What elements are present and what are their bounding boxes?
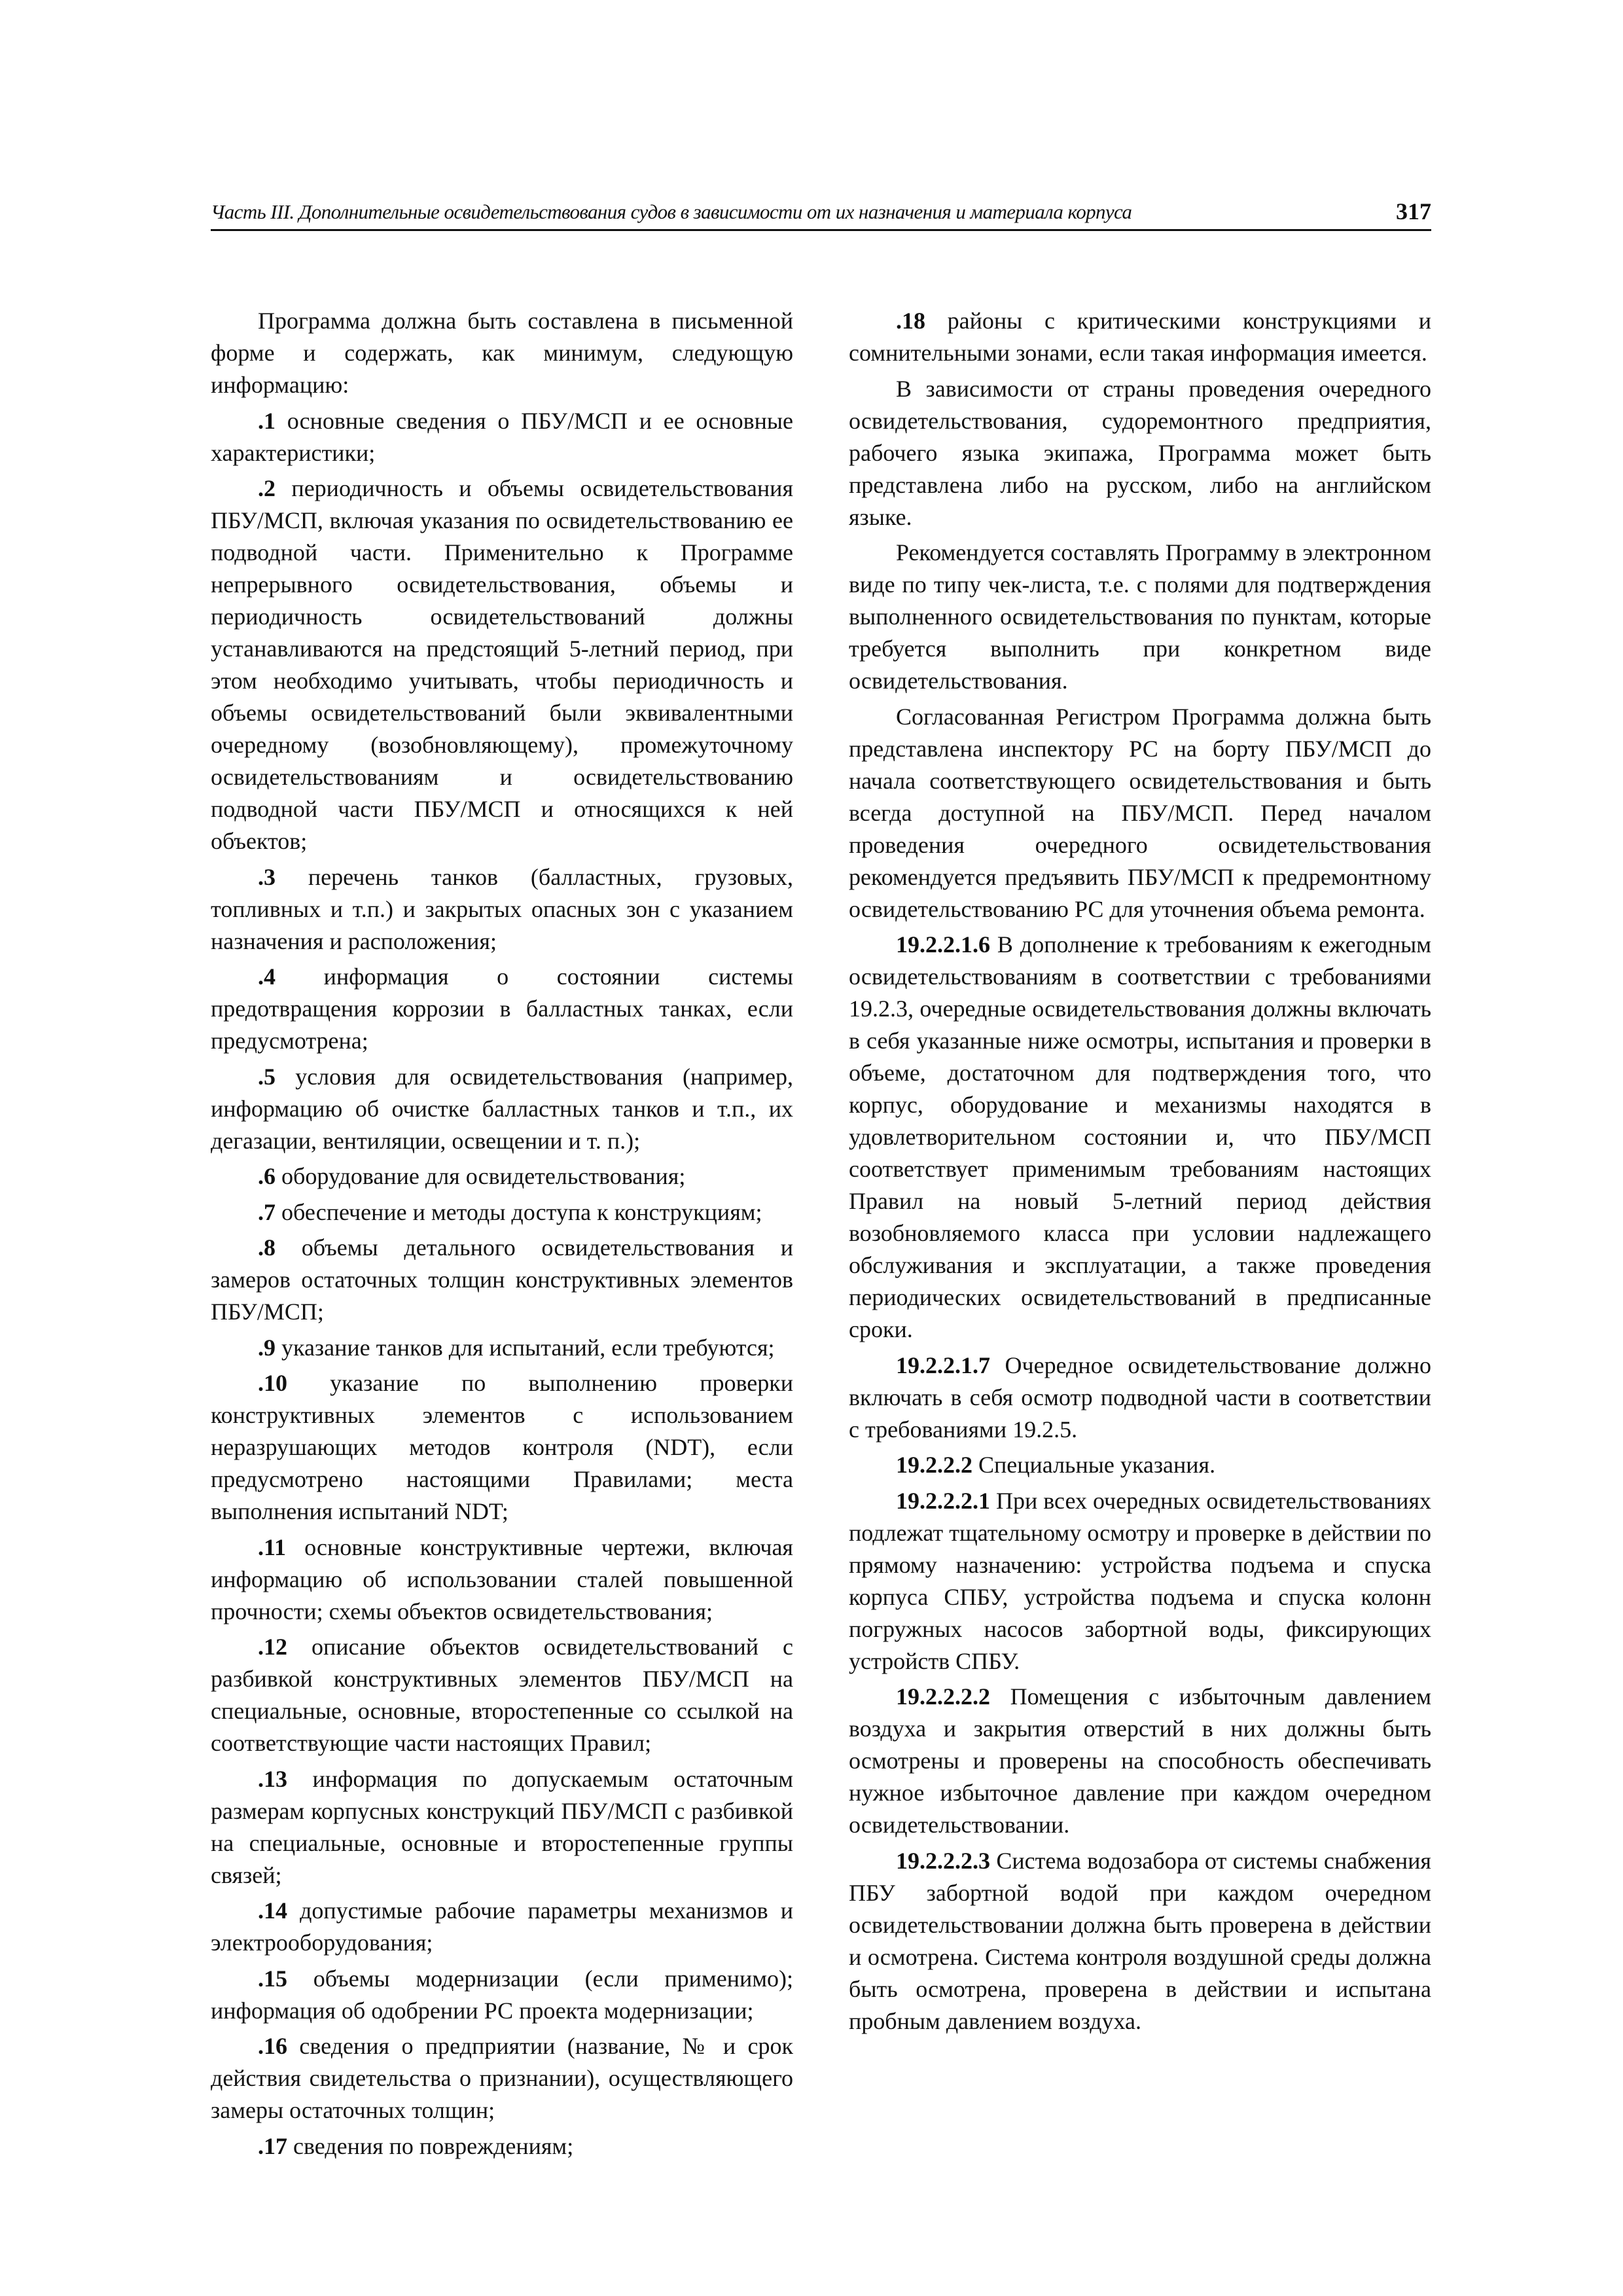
list-item	[849, 305, 1431, 369]
left-column	[211, 305, 793, 2166]
list-item	[211, 1895, 793, 1959]
paragraph	[849, 537, 1431, 697]
item-number: .10	[258, 1370, 287, 1396]
paragraph-text: В зависимости от страны проведения очередного освидетельствования, судоремонтного предприятия, рабочего языка экипажа, Программа может быть представлена либо на русском, либо на английском языке.	[849, 375, 1431, 530]
item-number: .14	[258, 1897, 287, 1924]
list-item	[211, 473, 793, 857]
item-number: .18	[896, 308, 925, 334]
paragraph	[849, 373, 1431, 533]
item-number: .1	[258, 407, 276, 434]
item-number: .17	[258, 2132, 287, 2159]
item-text: информация о состоянии системы предотвращения коррозии в балластных танках, если предусмотрена;	[211, 963, 793, 1054]
clause-text: Очередное освидетельствование должно включать в себя осмотр подводной части в соответствии с требованиями 19.2.5.	[849, 1352, 1431, 1443]
clause-number: 19.2.2.1.7	[896, 1352, 990, 1378]
item-number: .3	[258, 863, 276, 890]
item-text: районы с критическими конструкциями и сомнительными зонами, если такая информация имеется.	[849, 308, 1431, 366]
item-text: информация по допускаемым остаточным размерам корпусных конструкций ПБУ/МСП с разбивкой на специальные, основные и второстепенные группы связей;	[211, 1765, 793, 1888]
clause-text: Помещения с избыточным давлением воздуха и закрытия отверстий в них должны быть осмотрены и проверены на способность обеспечивать нужное избыточное давление при каждом очередном освидетельствовании.	[849, 1683, 1431, 1838]
list-item	[211, 1061, 793, 1157]
paragraph-text: Согласованная Регистром Программа должна быть представлена инспектору РС на борту ПБУ/МСП до начала соответствующего освидетельствования и быть всегда доступной на ПБУ/МСП. Перед началом проведения очередного освидетельствования рекомендуется предъявить ПБУ/МСП к предремонтному освидетельствованию РС для уточнения объема ремонта.	[849, 703, 1431, 922]
item-number: .4	[258, 963, 276, 990]
paragraph	[211, 305, 793, 401]
item-number: .6	[258, 1163, 276, 1189]
clause	[849, 1681, 1431, 1841]
running-header	[211, 198, 1431, 231]
clause-text: Система водозабора от системы снабжения ПБУ забортной водой при каждом очередном освидетельствовании должна быть проверена в действии и осмотрена. Система контроля воздушной среды должна быть осмотрена, проверена в действии и испытана пробным давлением воздуха.	[849, 1847, 1431, 2034]
clause-text: При всех очередных освидетельствованиях подлежат тщательному осмотру и проверке в действии по прямому назначению: устройства подъема и спуска корпуса СПБУ, устройства подъема и спуска колонн погружных насосов забортной воды, фиксирующих устройств СПБУ.	[849, 1487, 1431, 1674]
item-text: обеспечение и методы доступа к конструкциям;	[276, 1198, 762, 1225]
list-item	[211, 1332, 793, 1364]
clause	[849, 1485, 1431, 1677]
item-number: .5	[258, 1063, 276, 1090]
clause-number: 19.2.2.2.3	[896, 1847, 990, 1874]
item-number: .2	[258, 475, 276, 501]
item-text: допустимые рабочие параметры механизмов и электрооборудования;	[211, 1897, 793, 1956]
item-text: условия для освидетельствования (например, информацию об очистке балластных танков и т.п., их дегазации, вентиляции, освещении и т. п.);	[211, 1063, 793, 1154]
item-text: основные сведения о ПБУ/МСП и ее основные характеристики;	[211, 407, 793, 466]
list-item	[211, 1963, 793, 2027]
list-item	[211, 1232, 793, 1328]
clause-number: 19.2.2.1.6	[896, 931, 990, 958]
item-number: .15	[258, 1965, 287, 1992]
item-number: .9	[258, 1334, 276, 1361]
clause-number: 19.2.2.2.1	[896, 1487, 990, 1514]
paragraph-text: Рекомендуется составлять Программу в электронном виде по типу чек-листа, т.е. с полями для подтверждения выполненного освидетельствования по пунктам, которые требуется выполнить при конкретном виде освидетельствования.	[849, 539, 1431, 694]
item-number: .8	[258, 1234, 276, 1261]
paragraph-text: Программа должна быть составлена в письменной форме и содержать, как минимум, следующую информацию:	[211, 308, 793, 398]
item-number: .7	[258, 1198, 276, 1225]
list-item	[211, 1367, 793, 1528]
clause-text: Специальные указания.	[972, 1452, 1216, 1478]
right-column	[849, 305, 1431, 2041]
list-item	[211, 861, 793, 958]
item-text: сведения по повреждениям;	[287, 2132, 574, 2159]
list-item	[211, 2130, 793, 2162]
list-item	[211, 2030, 793, 2126]
list-item	[211, 1160, 793, 1193]
item-number: .13	[258, 1765, 287, 1792]
list-item	[211, 1196, 793, 1229]
item-number: .16	[258, 2033, 287, 2059]
item-text: описание объектов освидетельствований с разбивкой конструктивных элементов ПБУ/МСП на специальные, основные, второстепенные со ссылкой на соответствующие части настоящих Правил;	[211, 1634, 793, 1756]
item-text: перечень танков (балластных, грузовых, топливных и т.п.) и закрытых опасных зон с указанием назначения и расположения;	[211, 863, 793, 954]
list-item	[211, 1532, 793, 1628]
clause	[849, 1449, 1431, 1481]
item-text: оборудование для освидетельствования;	[276, 1163, 686, 1189]
clause	[849, 929, 1431, 1346]
item-number: .12	[258, 1634, 287, 1660]
item-text: периодичность и объемы освидетельствования ПБУ/МСП, включая указания по освидетельствованию ее подводной части. Применительно к Программе непрерывного освидетельствования, объемы и периодичность освидетельствований должны устанавливаются на предстоящий 5-летний период, при этом необходимо учитывать, чтобы периодичность и объемы освидетельствований были эквивалентными очередному (возобновляющему), промежуточному освидетельствованиям и освидетельствованию подводной части ПБУ/МСП и относящихся к ней объектов;	[211, 475, 793, 854]
item-text: основные конструктивные чертежи, включая информацию об использовании сталей повышенной прочности; схемы объектов освидетельствования;	[211, 1534, 793, 1624]
item-text: объемы модернизации (если применимо); информация об одобрении РС проекта модернизации;	[211, 1965, 793, 2024]
item-text: указание танков для испытаний, если требуются;	[276, 1334, 775, 1361]
list-item	[211, 1631, 793, 1759]
clause	[849, 1845, 1431, 2037]
page-number: 317	[1396, 198, 1431, 224]
clause-number: 19.2.2.2	[896, 1452, 972, 1478]
list-item	[211, 961, 793, 1057]
item-text: сведения о предприятии (название, № и срок действия свидетельства о признании), осуществляющего замеры остаточных толщин;	[211, 2033, 793, 2123]
clause-text: В дополнение к требованиям к ежегодным освидетельствованиям в соответствии с требованиями 19.2.3, очередные освидетельствования должны включать в себя указанные ниже осмотры, испытания и проверки в объеме, достаточном для подтверждения того, что корпус, оборудование и механизмы находятся в удовлетворительном состоянии и, что ПБУ/МСП соответствует применимым требованиям настоящих Правил на новый 5-летний период действия возобновляемого класса при условии надлежащего обслуживания и эксплуатации, а также проведения периодических освидетельствований в предписанные сроки.	[849, 931, 1431, 1342]
clause-number: 19.2.2.2.2	[896, 1683, 990, 1710]
paragraph	[849, 701, 1431, 925]
item-text: указание по выполнению проверки конструктивных элементов с использованием неразрушающих методов контроля (NDT), если предусмотрено настоящими Правилами; места выполнения испытаний NDT;	[211, 1370, 793, 1524]
item-number: .11	[258, 1534, 287, 1560]
item-text: объемы детального освидетельствования и замеров остаточных толщин конструктивных элементов ПБУ/МСП;	[211, 1234, 793, 1325]
clause	[849, 1350, 1431, 1446]
list-item	[211, 405, 793, 469]
list-item	[211, 1763, 793, 1892]
header-title: Часть III. Дополнительные освидетельствования судов в зависимости от их назначения и материала корпуса	[211, 200, 1132, 223]
